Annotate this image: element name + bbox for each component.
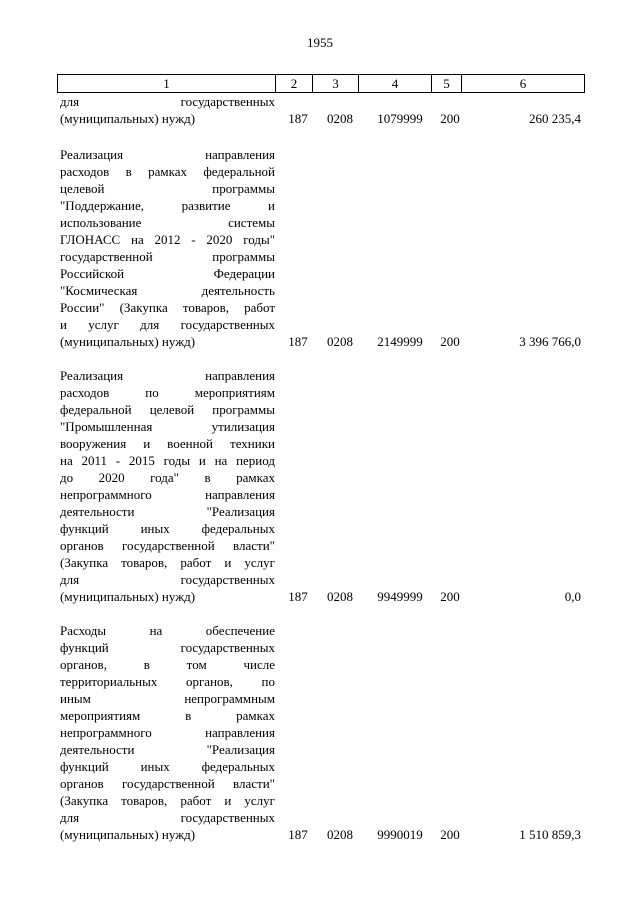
description-line: (муниципальных) нужд) [60, 334, 196, 349]
table-row [57, 367, 585, 605]
row-description [57, 93, 275, 127]
description-line: использование системы [60, 215, 275, 230]
description-line: для государственных [60, 572, 275, 587]
description-line: (Закупка товаров, работ и услуг [60, 793, 275, 808]
description-line: вооружения и военной техники [60, 436, 275, 451]
description-line: ГЛОНАСС на 2012 - 2020 годы" [60, 232, 275, 247]
section-code: 0208 [327, 111, 353, 126]
description-line: федеральной целевой программы [60, 402, 275, 417]
header-col-1: 1 [58, 75, 276, 92]
description-line: Реализация направления [60, 368, 275, 383]
target-code: 1079999 [377, 111, 423, 126]
description-line: расходов по мероприятиям [60, 385, 275, 400]
description-line: непрограммного направления [60, 725, 275, 740]
description-line: целевой программы [60, 181, 275, 196]
description-line: деятельности "Реализация [60, 504, 275, 519]
expense-type: 200 [440, 334, 460, 349]
row-description [57, 622, 275, 843]
description-line: (муниципальных) нужд) [60, 111, 196, 126]
header-col-4: 4 [359, 75, 432, 92]
admin-code: 187 [288, 589, 308, 604]
expense-type: 200 [440, 827, 460, 842]
description-line: государственной программы [60, 249, 275, 264]
description-line: функций иных федеральных [60, 521, 275, 536]
description-line: Реализация направления [60, 147, 275, 162]
expense-type: 200 [440, 589, 460, 604]
description-line: для государственных [60, 810, 275, 825]
row-values [275, 588, 585, 605]
header-col-6: 6 [519, 76, 527, 91]
amount: 0,0 [564, 589, 581, 604]
header-col-3: 3 [313, 75, 359, 92]
table-row [57, 93, 585, 127]
table-body [57, 93, 585, 860]
admin-code: 187 [288, 827, 308, 842]
section-code: 0208 [327, 827, 353, 842]
expense-type: 200 [440, 111, 460, 126]
description-line: мероприятиям в рамках [60, 708, 275, 723]
page-number: 1955 [307, 35, 333, 50]
amount: 1 510 859,3 [519, 827, 581, 842]
target-code: 2149999 [377, 334, 423, 349]
target-code: 9990019 [377, 827, 423, 842]
description-line: функций иных федеральных [60, 759, 275, 774]
description-line: России" (Закупка товаров, работ [60, 300, 275, 315]
header-col-5: 5 [432, 75, 462, 92]
admin-code: 187 [288, 111, 308, 126]
admin-code: 187 [288, 334, 308, 349]
description-line: территориальных органов, по [60, 674, 275, 689]
description-line: "Космическая деятельность [60, 283, 275, 298]
amount: 260 235,4 [529, 111, 581, 126]
table-row [57, 146, 585, 350]
section-code: 0208 [327, 589, 353, 604]
description-line: (Закупка товаров, работ и услуг [60, 555, 275, 570]
description-line: функций государственных [60, 640, 275, 655]
table-header [57, 74, 585, 93]
row-values [275, 826, 585, 843]
description-line: (муниципальных) нужд) [60, 589, 196, 604]
table-row [57, 622, 585, 843]
description-line: органов государственной власти" [60, 538, 275, 553]
description-line: до 2020 года" в рамках [60, 470, 275, 485]
amount: 3 396 766,0 [519, 334, 581, 349]
header-col-2: 2 [276, 75, 313, 92]
description-line: на 2011 - 2015 годы и на период [60, 453, 275, 468]
description-line: расходов в рамках федеральной [60, 164, 275, 179]
row-description [57, 367, 275, 605]
row-values [275, 333, 585, 350]
description-line: иным непрограммным [60, 691, 275, 706]
target-code: 9949999 [377, 589, 423, 604]
description-line: непрограммного направления [60, 487, 275, 502]
description-line: Российской Федерации [60, 266, 275, 281]
description-line: и услуг для государственных [60, 317, 275, 332]
description-line: Расходы на обеспечение [60, 623, 275, 638]
description-line: для государственных [60, 94, 275, 109]
description-line: деятельности "Реализация [60, 742, 275, 757]
description-line: "Поддержание, развитие и [60, 198, 275, 213]
section-code: 0208 [327, 334, 353, 349]
description-line: органов, в том числе [60, 657, 275, 672]
row-description [57, 146, 275, 350]
row-values [275, 110, 585, 127]
description-line: органов государственной власти" [60, 776, 275, 791]
description-line: "Промышленная утилизация [60, 419, 275, 434]
description-line: (муниципальных) нужд) [60, 827, 196, 842]
